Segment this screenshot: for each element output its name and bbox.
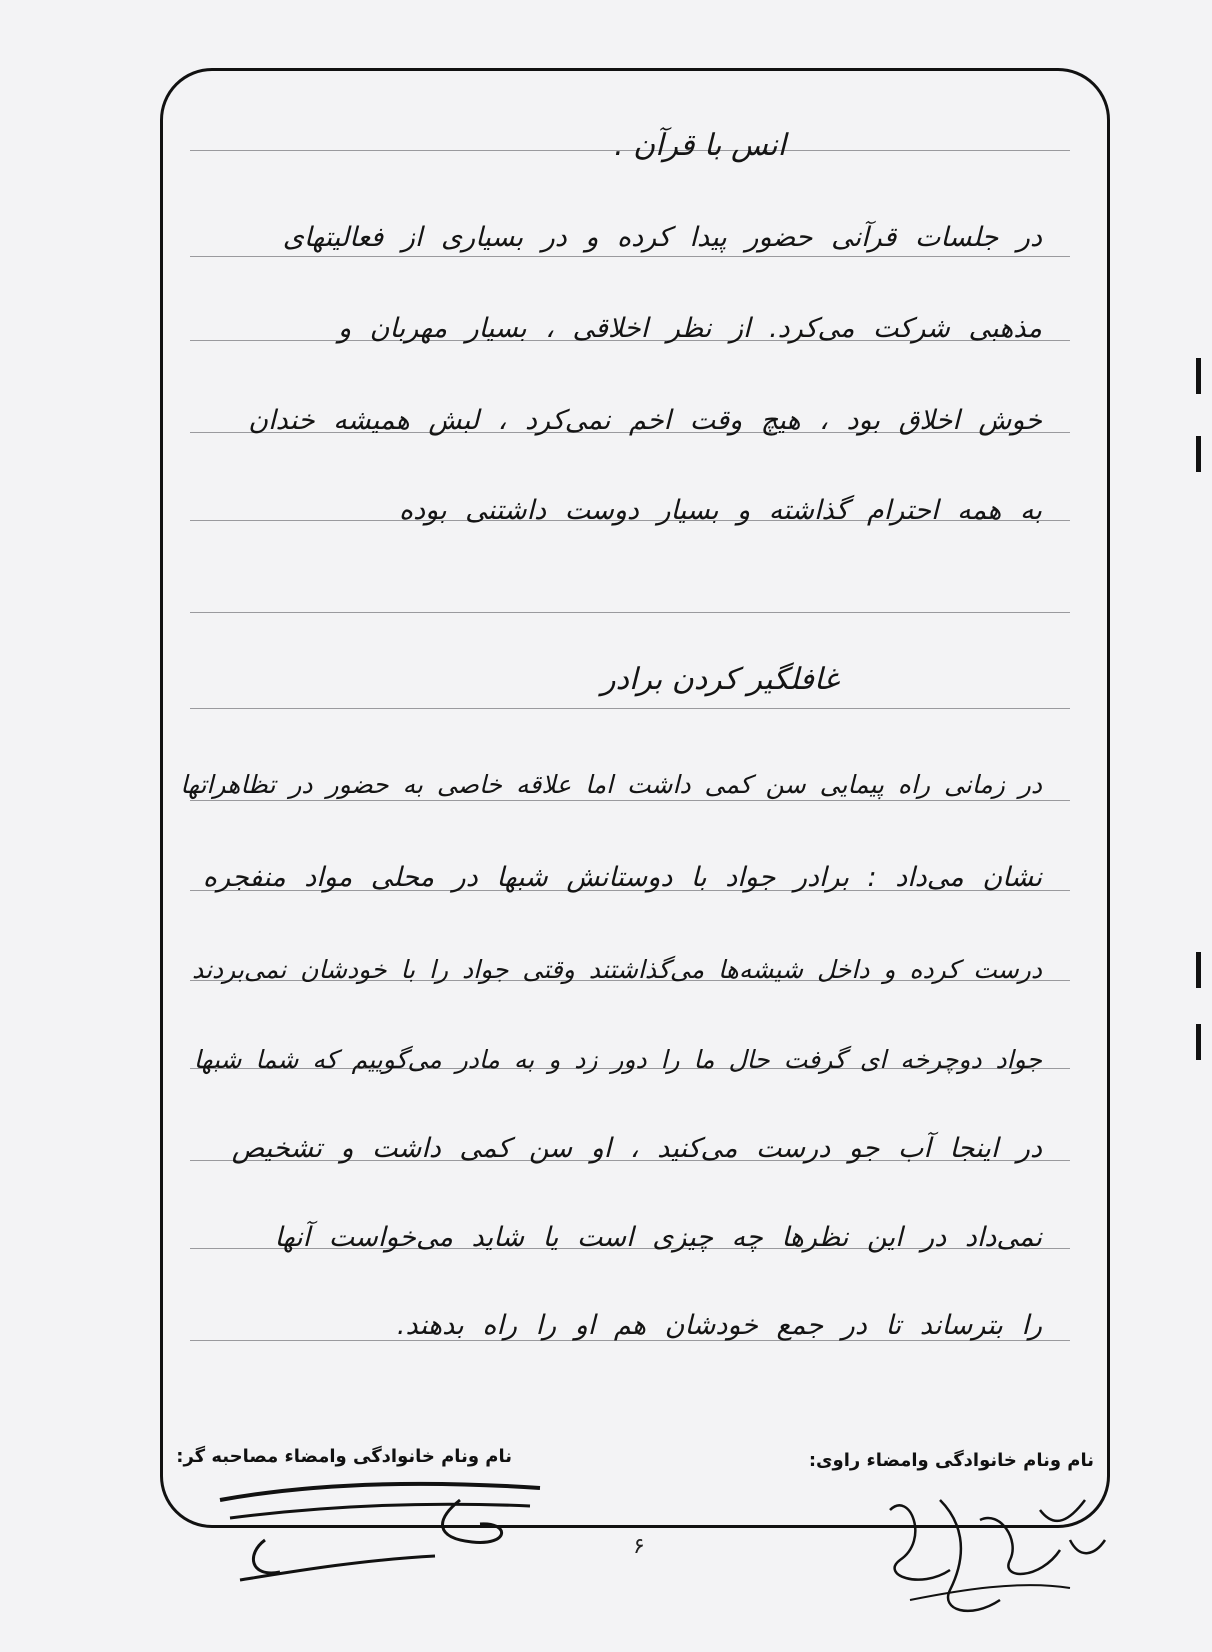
text-line: به همه احترام گذاشته و بسیار دوست داشتنی بوده [398,495,1042,526]
text-line: را بترساند تا در جمع خودشان هم او را راه بدهند. [396,1310,1042,1341]
text-line: نشان می‌داد : برادر جواد با دوستانش شبها در محلی مواد منفجره [202,862,1042,893]
ruled-line [190,256,1070,257]
ruled-line [190,708,1070,709]
interviewer-signature [210,1460,550,1610]
section-title: انس با قرآن . [614,128,786,163]
ruled-line [190,800,1070,801]
narrator-signature [870,1480,1110,1630]
text-line: نمی‌داد در این نظرها چه چیزی است یا شاید می‌خواست آنها [274,1222,1042,1253]
section-title: غافلگیر کردن برادر [601,662,839,697]
text-line: درست کرده و داخل شیشه‌ها می‌گذاشتند وقتی جواد را با خودشان نمی‌بردند [191,955,1042,984]
text-line: در اینجا آب جو درست می‌کنید ، او سن کمی داشت و تشخیص [231,1133,1042,1164]
interviewer-signature-label: نام ونام خانوادگی وامضاء مصاحبه گر: [176,1446,512,1467]
page-number: ۶ [633,1534,645,1559]
text-line: در جلسات قرآنی حضور پیدا کرده و در بسیاری از فعالیتهای [282,222,1042,253]
text-line: خوش اخلاق بود ، هیچ وقت اخم نمی‌کرد ، لبش همیشه خندان [248,405,1042,436]
text-line: در زمانی راه پیمایی سن کمی داشت اما علاقه خاصی به حضور در تظاهراتها [180,770,1042,799]
text-line: مذهبی شرکت می‌کرد. از نظر اخلاقی ، بسیار مهربان و [338,313,1042,344]
narrator-signature-label: نام ونام خانوادگی وامضاء راوی: [808,1450,1094,1471]
ruled-line [190,612,1070,613]
text-line: جواد دوچرخه ای گرفت حال ما را دور زد و به مادر می‌گوییم که شما شبها [193,1045,1042,1074]
